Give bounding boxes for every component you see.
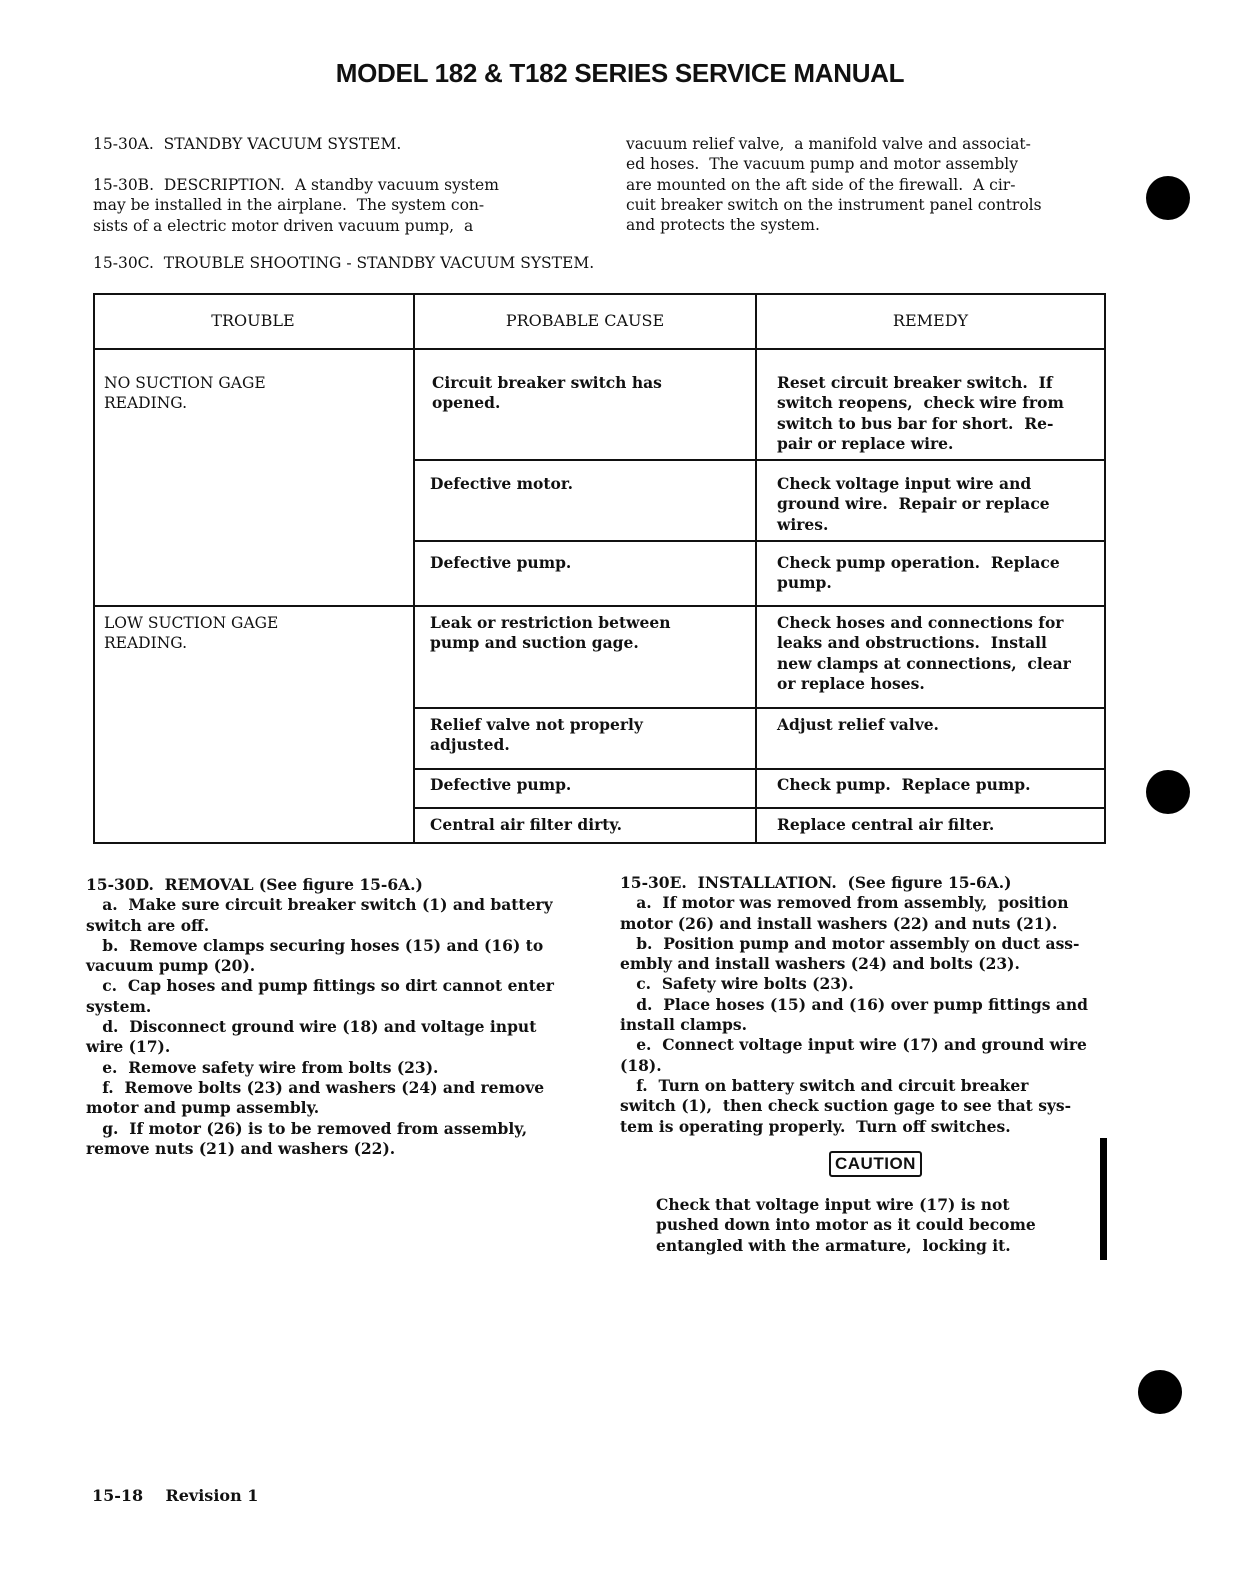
text-line: e. Remove safety wire from bolts (23). xyxy=(86,1057,439,1077)
text-line: b. Remove clamps securing hoses (15) and (16) to xyxy=(86,935,544,955)
header-remedy: REMEDY xyxy=(892,311,969,330)
binder-hole xyxy=(1146,770,1190,814)
row-divider xyxy=(413,707,1106,709)
text-line: b. Position pump and motor assembly on duct ass- xyxy=(620,933,1080,953)
page-footer xyxy=(92,1486,258,1505)
text-line: sists of a electric motor driven vacuum pump, a xyxy=(93,216,474,235)
section-heading-trouble-shooting xyxy=(93,253,594,273)
remedy-cell xyxy=(777,775,1031,795)
text-line: leaks and obstructions. Install xyxy=(777,633,1047,653)
text-line: pair or replace wire. xyxy=(777,433,954,453)
text-line: Check voltage input wire and xyxy=(777,474,1032,493)
cause-cell xyxy=(432,373,662,414)
text-line: 15-30B. DESCRIPTION. A standby vacuum system xyxy=(93,176,499,194)
text-line: READING. xyxy=(104,394,188,413)
text-line: (18). xyxy=(620,1055,662,1075)
text-line: or replace hoses. xyxy=(777,673,925,693)
text-line: pump and suction gage. xyxy=(430,633,639,653)
heading-text: 15-30A. STANDBY VACUUM SYSTEM. xyxy=(93,135,402,153)
text-line: e. Connect voltage input wire (17) and ground wire xyxy=(620,1035,1087,1055)
row-divider xyxy=(413,768,1106,770)
trouble-shooting-table xyxy=(93,293,1106,844)
text-line: Defective pump. xyxy=(430,775,572,794)
text-line: and protects the system. xyxy=(626,216,820,235)
revision-label: Revision 1 xyxy=(165,1486,259,1505)
text-line: switch to bus bar for short. Re- xyxy=(777,413,1054,433)
text-line: opened. xyxy=(432,393,501,413)
trouble-no-suction xyxy=(104,373,266,414)
remedy-cell xyxy=(777,553,1060,594)
description-continued xyxy=(626,134,1042,235)
text-line: cuit breaker switch on the instrument panel controls xyxy=(626,195,1042,214)
text-line: wires. xyxy=(777,514,829,534)
header-trouble: TROUBLE xyxy=(211,311,295,330)
table-header-divider xyxy=(93,348,1106,350)
text-line: vacuum relief valve, a manifold valve and associat- xyxy=(626,135,1031,153)
cause-cell xyxy=(430,553,571,573)
caution-text xyxy=(656,1195,1036,1256)
remedy-cell xyxy=(777,474,1050,535)
text-line: Leak or restriction between xyxy=(430,613,671,632)
table-border-right xyxy=(1104,293,1106,844)
text-line: Defective motor. xyxy=(430,474,573,493)
text-line: system. xyxy=(86,996,152,1016)
text-line: are mounted on the aft side of the firewall. A cir- xyxy=(626,175,1016,194)
text-line: Check pump operation. Replace xyxy=(777,553,1060,572)
text-line: d. Disconnect ground wire (18) and voltage input xyxy=(86,1017,537,1037)
text-line: LOW SUCTION GAGE xyxy=(104,614,279,632)
text-line: d. Place hoses (15) and (16) over pump fittings and xyxy=(620,994,1088,1014)
remedy-cell xyxy=(777,373,1064,454)
binder-hole xyxy=(1146,176,1190,220)
text-line: f. Remove bolts (23) and washers (24) and remove xyxy=(86,1077,545,1097)
text-line: Check pump. Replace pump. xyxy=(777,775,1031,794)
section-heading-standby-vacuum xyxy=(93,134,401,154)
text-line: Defective pump. xyxy=(430,553,572,572)
table-border-left xyxy=(93,293,95,844)
table-border-top xyxy=(93,293,1106,295)
table-column-divider xyxy=(413,293,415,844)
text-line: Check hoses and connections for xyxy=(777,613,1064,632)
remedy-cell xyxy=(777,815,994,835)
cause-cell xyxy=(430,474,573,494)
text-line: pushed down into motor as it could become xyxy=(656,1215,1036,1235)
text-line: c. Safety wire bolts (23). xyxy=(620,974,854,994)
text-line: motor and pump assembly. xyxy=(86,1098,320,1118)
text-line: vacuum pump (20). xyxy=(86,956,256,976)
row-divider xyxy=(413,807,1106,809)
text-line: Circuit breaker switch has xyxy=(432,373,662,392)
text-line: a. Make sure circuit breaker switch (1) and battery xyxy=(86,895,553,915)
remedy-cell xyxy=(777,715,939,735)
text-line: Check that voltage input wire (17) is not xyxy=(656,1195,1010,1214)
cause-cell xyxy=(430,613,671,654)
cause-cell xyxy=(430,775,571,795)
text-line: pump. xyxy=(777,573,832,593)
binder-hole xyxy=(1138,1370,1182,1414)
text-line: remove nuts (21) and washers (22). xyxy=(86,1138,396,1158)
description-paragraph xyxy=(93,175,499,236)
text-line: new clamps at connections, clear xyxy=(777,653,1071,673)
text-line: tem is operating properly. Turn off switches. xyxy=(620,1116,1011,1136)
text-line: f. Turn on battery switch and circuit breaker xyxy=(620,1075,1029,1095)
installation-heading: 15-30E. INSTALLATION. (See figure 15-6A.) xyxy=(620,873,1012,892)
removal-section xyxy=(86,875,554,1159)
cause-cell xyxy=(430,815,622,835)
row-divider xyxy=(413,459,1106,461)
text-line: adjusted. xyxy=(430,735,510,755)
text-line: embly and install washers (24) and bolts (23). xyxy=(620,954,1020,974)
text-line: switch are off. xyxy=(86,915,210,935)
text-line: ed hoses. The vacuum pump and motor assembly xyxy=(626,155,1018,174)
text-line: g. If motor (26) is to be removed from assembly, xyxy=(86,1118,528,1138)
header-probable-cause: PROBABLE CAUSE xyxy=(505,311,665,330)
removal-heading: 15-30D. REMOVAL (See figure 15-6A.) xyxy=(86,875,423,894)
text-line: wire (17). xyxy=(86,1037,171,1057)
text-line: Adjust relief valve. xyxy=(777,715,939,734)
cause-cell xyxy=(430,715,643,756)
remedy-cell xyxy=(777,613,1071,694)
table-column-divider xyxy=(755,293,757,844)
text-line: install clamps. xyxy=(620,1015,747,1035)
text-line: ground wire. Repair or replace xyxy=(777,494,1050,514)
text-line: motor (26) and install washers (22) and nuts (21). xyxy=(620,913,1058,933)
page-title: MODEL 182 & T182 SERIES SERVICE MANUAL xyxy=(335,58,905,88)
text-line: switch (1), then check suction gage to see that sys- xyxy=(620,1096,1072,1116)
heading-text: 15-30C. TROUBLE SHOOTING - STANDBY VACUUM SYSTEM. xyxy=(93,254,595,272)
text-line: may be installed in the airplane. The system con- xyxy=(93,196,485,215)
row-group-divider xyxy=(93,605,1106,607)
page-number: 15-18 xyxy=(92,1486,144,1505)
table-border-bottom xyxy=(93,842,1106,844)
text-line: Replace central air filter. xyxy=(777,815,995,834)
text-line: READING. xyxy=(104,634,188,653)
revision-bar xyxy=(1100,1138,1107,1260)
text-line: Relief valve not properly xyxy=(430,715,643,734)
caution-label: CAUTION xyxy=(829,1151,922,1177)
text-line: Central air filter dirty. xyxy=(430,815,623,834)
text-line: a. If motor was removed from assembly, position xyxy=(620,893,1069,913)
text-line: entangled with the armature, locking it. xyxy=(656,1235,1011,1255)
text-line: Reset circuit breaker switch. If xyxy=(777,373,1053,392)
text-line: NO SUCTION GAGE xyxy=(104,374,266,392)
text-line: switch reopens, check wire from xyxy=(777,393,1064,413)
trouble-low-suction xyxy=(104,613,278,654)
row-divider xyxy=(413,540,1106,542)
installation-section xyxy=(620,873,1088,1137)
text-line: c. Cap hoses and pump fittings so dirt cannot enter xyxy=(86,976,554,996)
